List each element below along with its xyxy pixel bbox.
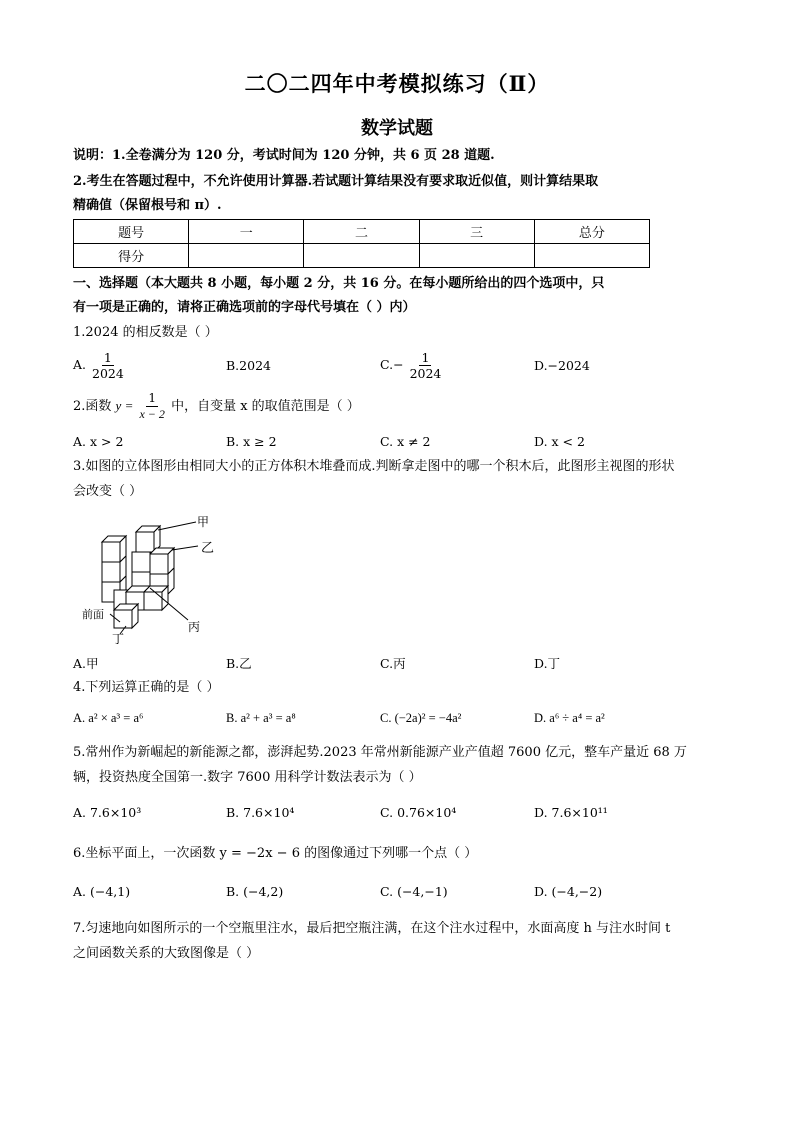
denominator: 2024 xyxy=(92,366,124,381)
q5-option-a: A. 7.6×10³ xyxy=(73,805,142,820)
fraction xyxy=(92,350,124,381)
q1-option-d: D.−2024 xyxy=(534,358,590,373)
q3-option-d: D.丁 xyxy=(534,656,561,671)
q1-option-a xyxy=(73,350,126,381)
q1-c-prefix: C.− xyxy=(380,357,404,372)
denominator: x − 2 xyxy=(139,407,165,421)
q3-stem-line-2: 会改变（ ） xyxy=(73,484,143,499)
q5-stem-line-2: 辆，投资热度全国第一.数字 7600 用科学计数法表示为（ ） xyxy=(73,770,422,785)
score-header-cell: 二 xyxy=(304,220,419,244)
score-cell[interactable] xyxy=(189,244,304,268)
q6-option-b: B. (−4,2) xyxy=(226,884,284,899)
label-yi: 乙 xyxy=(201,540,215,555)
q4-option-c: C. (−2a)² = −4a² xyxy=(380,711,462,725)
q6-option-c: C. (−4,−1) xyxy=(380,884,448,899)
q2-suffix: 中，自变量 x 的取值范围是（ ） xyxy=(171,399,360,414)
exam-subtitle: 数学试题 xyxy=(361,118,433,139)
numerator: 1 xyxy=(103,350,112,365)
q1-option-c xyxy=(380,350,443,381)
q5-option-d: D. 7.6×10¹¹ xyxy=(534,805,608,820)
q4-option-d: D. a⁶ ÷ a⁴ = a² xyxy=(534,711,605,725)
score-cell[interactable] xyxy=(419,244,534,268)
q5-option-b: B. 7.6×10⁴ xyxy=(226,805,295,820)
q4-option-b: B. a² + a³ = a⁸ xyxy=(226,711,296,725)
section-heading-line-2: 有一项是正确的，请将正确选项前的字母代号填在（ ）内） xyxy=(73,300,416,315)
q2-option-b: B. x ≥ 2 xyxy=(226,434,277,449)
q2-option-c: C. x ≠ 2 xyxy=(380,434,431,449)
q6-stem: 6.坐标平面上，一次函数 y = −2x − 6 的图像通过下列哪一个点（ ） xyxy=(73,846,478,861)
label-bing: 丙 xyxy=(188,620,201,634)
score-header-cell: 一 xyxy=(189,220,304,244)
score-cell[interactable] xyxy=(534,244,649,268)
q2-stem xyxy=(73,391,360,422)
q1-option-b: B.2024 xyxy=(226,358,271,373)
q5-option-c: C. 0.76×10⁴ xyxy=(380,805,457,820)
numerator: 1 xyxy=(421,350,430,365)
q4-stem: 4.下列运算正确的是（ ） xyxy=(73,680,220,695)
q3-stem-line-1: 3.如图的立体图形由相同大小的正方体积木堆叠而成.判断拿走图中的哪一个积木后，此图形主视图的形状 xyxy=(73,459,675,474)
score-table xyxy=(73,219,650,268)
label-front: 前面 xyxy=(82,609,104,621)
q7-stem-line-2: 之间函数关系的大致图像是（ ） xyxy=(73,946,260,961)
score-table-header-row xyxy=(74,220,650,244)
q2-prefix: 2.函数 xyxy=(73,399,116,414)
q1-a-prefix: A. xyxy=(73,357,87,372)
instruction-line-3: 精确值（保留根号和 π）. xyxy=(73,198,222,213)
q5-stem-line-1: 5.常州作为新崛起的新能源之都，澎湃起势.2023 年常州新能源产业产值超 7600 亿元，整车产量近 68 万 xyxy=(73,745,687,760)
numerator: 1 xyxy=(148,391,157,405)
fraction xyxy=(410,350,442,381)
exam-title: 二〇二四年中考模拟练习（Ⅱ） xyxy=(244,71,550,96)
q3-option-c: C.丙 xyxy=(380,656,406,671)
q6-option-a: A. (−4,1) xyxy=(73,884,131,899)
denominator: 2024 xyxy=(409,366,442,381)
q3-option-b: B.乙 xyxy=(226,656,252,671)
q2-y: y = xyxy=(115,398,134,413)
q4-option-a: A. a² × a³ = a⁶ xyxy=(73,711,144,725)
q2-option-a: A. x > 2 xyxy=(73,434,124,449)
section-heading-line-1: 一、选择题（本大题共 8 小题，每小题 2 分，共 16 分。在每小题所给出的四个选项中，只 xyxy=(73,276,605,291)
q7-stem-line-1: 7.匀速地向如图所示的一个空瓶里注水，最后把空瓶注满，在这个注水过程中，水面高度 h 与注水时间 t xyxy=(73,921,671,936)
score-header-cell: 三 xyxy=(419,220,534,244)
q3-option-a: A.甲 xyxy=(73,656,99,671)
q6-option-d: D. (−4,−2) xyxy=(534,884,603,899)
score-header-cell: 总分 xyxy=(534,220,649,244)
score-table-score-row xyxy=(74,244,650,268)
label-ding: 丁 xyxy=(112,632,125,645)
q1-stem: 1.2024 的相反数是（ ） xyxy=(73,325,218,340)
fraction xyxy=(139,391,164,422)
q2-option-d: D. x < 2 xyxy=(534,434,585,449)
score-header-cell: 题号 xyxy=(74,220,189,244)
score-cell[interactable] xyxy=(304,244,419,268)
instruction-line-1: 说明：1.全卷满分为 120 分，考试时间为 120 分钟，共 6 页 28 道题. xyxy=(73,148,495,163)
score-row-label: 得分 xyxy=(74,244,189,268)
instruction-line-2: 2.考生在答题过程中，不允许使用计算器.若试题计算结果没有要求取近似值，则计算结果取 xyxy=(73,174,599,189)
label-jia: 甲 xyxy=(197,515,210,529)
cube-stack-figure xyxy=(70,510,230,645)
